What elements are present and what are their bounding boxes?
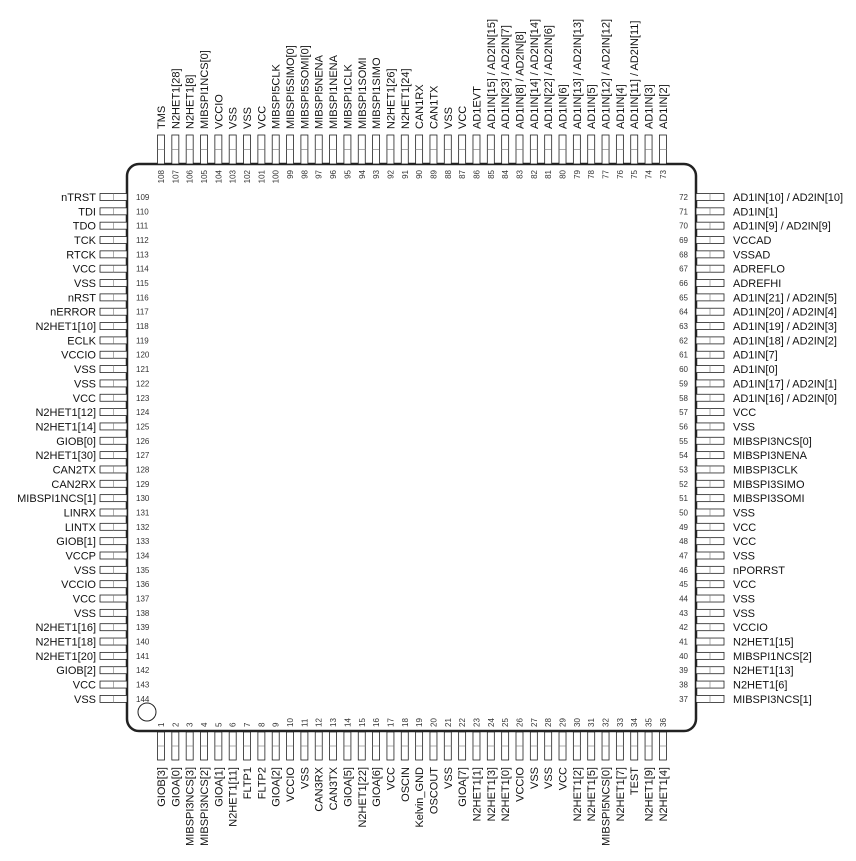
pin-label: TEST xyxy=(629,767,642,796)
pin-label: VCC xyxy=(72,392,96,405)
pin-number: 81 xyxy=(544,170,554,179)
pin-label: AD1IN[19] / AD2IN[3] xyxy=(733,321,837,334)
pin-label: VSS xyxy=(73,607,96,620)
pin-label: MIBSPI1SOMI xyxy=(356,57,369,129)
pin-number: 39 xyxy=(679,666,688,676)
pin-number: 34 xyxy=(630,718,640,727)
pin-number: 140 xyxy=(136,637,150,647)
pin-label: MIBSPI5SOMI[0] xyxy=(299,45,312,129)
pin-label: FLTP2 xyxy=(256,767,269,800)
pin-label: nERROR xyxy=(50,306,96,319)
pin-number: 27 xyxy=(529,718,539,727)
pin-number: 13 xyxy=(329,718,339,727)
pin-number: 89 xyxy=(429,170,439,179)
pin-number: 15 xyxy=(357,718,367,727)
pin-number: 19 xyxy=(415,718,425,727)
pin-number: 92 xyxy=(386,170,396,179)
pin-number: 83 xyxy=(515,170,525,179)
pin-label: MIBSPI5NCS[0] xyxy=(600,767,613,846)
pin-number: 94 xyxy=(357,170,367,179)
pin-label: AD1IN[1] xyxy=(733,206,778,219)
pin-number: 142 xyxy=(136,666,150,676)
pin-number: 36 xyxy=(658,718,668,727)
pin-number: 122 xyxy=(136,379,150,389)
pin-number: 133 xyxy=(136,537,150,547)
pin-number: 86 xyxy=(472,170,482,179)
pin-label: CAN1RX xyxy=(414,84,427,129)
pin-label: AD1IN[10] / AD2IN[10] xyxy=(733,192,844,204)
pin-label: OSCOUT xyxy=(428,767,441,815)
pin-number: 107 xyxy=(171,170,181,184)
pin-label: N2HET1[16] xyxy=(35,622,96,635)
pin-number: 38 xyxy=(679,680,688,690)
pin-label: MIBSPI1NCS[0] xyxy=(199,50,212,129)
pin-number: 115 xyxy=(136,279,149,289)
pin-number: 31 xyxy=(587,718,597,727)
pin-number: 100 xyxy=(271,170,281,184)
pin-number: 49 xyxy=(679,522,688,532)
pin-number: 80 xyxy=(558,170,568,179)
pin-number: 143 xyxy=(136,680,150,690)
pin-number: 17 xyxy=(386,718,396,727)
pin-number: 136 xyxy=(136,580,150,590)
pin-number: 78 xyxy=(587,170,597,179)
pin-number: 141 xyxy=(136,651,150,661)
pin-number: 51 xyxy=(679,494,688,504)
pin-label: N2HET1[13] xyxy=(733,665,794,678)
pin-number: 50 xyxy=(679,508,688,518)
pin-number: 102 xyxy=(243,170,253,184)
pin-label: AD1IN[5] xyxy=(586,84,599,129)
pin-label: RTCK xyxy=(66,249,96,262)
pin-number: 109 xyxy=(136,193,150,202)
pin-label: MIBSPI3NCS[3] xyxy=(184,767,197,846)
pin-number: 26 xyxy=(515,718,525,727)
pin-label: GIOA[7] xyxy=(457,767,470,807)
pin-number: 5 xyxy=(214,722,224,727)
pin-number: 53 xyxy=(679,465,688,475)
pin-number: 4 xyxy=(200,722,210,727)
pin-number: 65 xyxy=(679,293,688,303)
pin-label: AD1IN[20] / AD2IN[4] xyxy=(733,306,837,319)
pin-number: 99 xyxy=(286,170,296,179)
pin-number: 45 xyxy=(679,580,688,590)
pin-label: GIOA[2] xyxy=(270,767,283,807)
pin-label: VCC xyxy=(385,767,398,791)
pin-label: VSS xyxy=(733,593,756,606)
pin-number: 42 xyxy=(679,623,688,633)
pin-label: LINRX xyxy=(63,507,96,520)
pin-number: 11 xyxy=(300,718,310,727)
pin-label: GIOB[2] xyxy=(56,665,96,678)
pin-number: 108 xyxy=(157,170,166,184)
pin-label: N2HET1[3] xyxy=(485,767,498,822)
pin-label: N2HET1[18] xyxy=(35,636,96,649)
pin-label: VSS xyxy=(73,378,96,391)
pin-label: FLTP1 xyxy=(242,767,255,800)
pin-label: TDO xyxy=(72,220,96,233)
pin-number: 112 xyxy=(136,236,149,246)
pin-number: 59 xyxy=(679,379,688,389)
pin-number: 35 xyxy=(644,718,654,727)
pin-label: N2HET1[2] xyxy=(571,767,584,822)
pin-label: AD1IN[11] / AD2IN[11] xyxy=(629,20,642,129)
pin-label: VCCIO xyxy=(514,767,527,802)
pin-label: VCCAD xyxy=(733,235,772,248)
pin-label: N2HET1[20] xyxy=(35,650,96,663)
pin-label: VSS xyxy=(73,278,96,291)
pin-label: AD1IN[21] / AD2IN[5] xyxy=(733,292,837,305)
pin-label: VCCIO xyxy=(285,767,298,802)
pin-label: VSS xyxy=(242,106,255,129)
pin-label: VCC xyxy=(72,593,96,606)
pin-label: AD1IN[18] / AD2IN[2] xyxy=(733,335,837,348)
pin-number: 117 xyxy=(136,307,149,317)
pin-label: ADREFHI xyxy=(733,278,782,291)
pin-number: 106 xyxy=(185,170,195,184)
pin-number: 91 xyxy=(400,170,410,179)
pin-label: AD1IN[22] / AD2IN[6] xyxy=(543,25,556,129)
pin-label: TDI xyxy=(78,206,96,219)
pin-label: VSS xyxy=(733,421,756,434)
pin-number: 40 xyxy=(679,651,688,661)
pin-label: N2HET1[0] xyxy=(500,767,513,822)
pin-label: VSS xyxy=(227,106,240,129)
pin-number: 21 xyxy=(443,718,453,727)
pin-label: VSS xyxy=(442,767,455,790)
pin-label: MIBSPI3NENA xyxy=(733,450,807,463)
pin-label: N2HET1[15] xyxy=(733,636,794,649)
pin-label: AD1IN[3] xyxy=(643,84,656,129)
pin-number: 71 xyxy=(679,207,688,217)
pin-number: 47 xyxy=(679,551,688,561)
pin-number: 116 xyxy=(136,293,149,303)
pin-label: MIBSPI3NCS[1] xyxy=(733,693,812,706)
pin-label: CAN1TX xyxy=(428,85,441,129)
pin-label: MIBSPI1CLK xyxy=(342,64,355,129)
pin-label: VSS xyxy=(733,607,756,620)
pin-number: 144 xyxy=(136,694,150,704)
pin-number: 127 xyxy=(136,451,150,461)
pin-label: AD1IN[4] xyxy=(614,84,627,129)
pin-number: 55 xyxy=(679,436,688,446)
pin-label: N2HET1[9] xyxy=(643,767,656,822)
pin-label: OSCIN xyxy=(399,767,412,802)
pin-number: 113 xyxy=(136,250,149,260)
pin-label: N2HET1[14] xyxy=(35,421,96,434)
pin-number: 74 xyxy=(644,170,654,179)
pin-number: 96 xyxy=(329,170,339,179)
pin-number: 22 xyxy=(458,718,468,727)
pin-label: TMS xyxy=(156,105,168,129)
pin-number: 119 xyxy=(136,336,149,346)
pin-number: 131 xyxy=(136,508,150,518)
pin-number: 76 xyxy=(615,170,625,179)
pin-number: 123 xyxy=(136,393,150,403)
pin-number: 132 xyxy=(136,522,150,532)
pin-label: VCC xyxy=(557,767,570,791)
pin-label: AD1IN[2] xyxy=(657,84,670,129)
pin-label: N2HET1[28] xyxy=(170,68,183,129)
pin-label: VSS xyxy=(733,550,756,563)
pin-label: N2HET1[11] xyxy=(227,767,240,827)
pin-label: VCC xyxy=(733,407,757,420)
pin-number: 18 xyxy=(400,718,410,727)
pin-number: 75 xyxy=(630,170,640,179)
pin-label: N2HET1[4] xyxy=(657,767,670,822)
pin-label: AD1IN[9] / AD2IN[9] xyxy=(733,220,831,233)
pin-number: 64 xyxy=(679,307,688,317)
pin-number: 23 xyxy=(472,718,482,727)
pin-label: MIBSPI5NENA xyxy=(313,55,326,129)
pin-label: CAN3RX xyxy=(313,767,326,812)
pin-label: CAN2RX xyxy=(51,478,96,491)
pin-number: 3 xyxy=(185,722,195,727)
pin-number: 2 xyxy=(171,722,181,727)
pin-number: 69 xyxy=(679,236,688,246)
pin-label: GIOA[6] xyxy=(371,767,384,807)
pin-label: VCC xyxy=(72,679,96,692)
pin-label: ADREFLO xyxy=(733,263,785,276)
pin-label: VCCIO xyxy=(733,622,768,635)
pin-number: 24 xyxy=(486,718,496,727)
pin-label: MIBSPI1NENA xyxy=(328,55,341,129)
pin-number: 33 xyxy=(615,718,625,727)
pin-number: 72 xyxy=(679,193,688,202)
pin-number: 7 xyxy=(243,722,253,727)
pin-label: MIBSPI1NCS[1] xyxy=(17,493,96,506)
pin-label: AD1IN[13] / AD2IN[13] xyxy=(571,18,584,129)
pin-label: CAN3TX xyxy=(328,767,341,811)
pin-label: VCCIO xyxy=(61,579,96,592)
pin-label: VCC xyxy=(733,579,757,592)
pin-number: 98 xyxy=(300,170,310,179)
pin-label: VCC xyxy=(733,536,757,549)
pin-number: 20 xyxy=(429,718,439,727)
pin-number: 32 xyxy=(601,718,611,727)
pin-number: 110 xyxy=(136,207,149,217)
pin-number: 124 xyxy=(136,408,150,418)
pin-label: AD1IN[17] / AD2IN[1] xyxy=(733,378,837,391)
pin-number: 62 xyxy=(679,336,688,346)
pin-label: N2HET1[7] xyxy=(614,767,627,822)
pin-label: CAN2TX xyxy=(52,464,96,477)
pin-label: AD1IN[16] / AD2IN[0] xyxy=(733,392,837,405)
pin-number: 88 xyxy=(443,170,453,179)
pin-label: nPORRST xyxy=(733,564,785,577)
pin-label: VSS xyxy=(543,767,556,790)
pin-number: 60 xyxy=(679,365,688,375)
pin-number: 120 xyxy=(136,350,150,360)
pin-label: N2HET1[1] xyxy=(471,767,484,822)
pin-label: nTRST xyxy=(61,192,96,204)
pin-label: N2HET1[26] xyxy=(385,68,398,129)
pin-label: AD1IN[8] / AD2IN[8] xyxy=(514,31,527,129)
pin-label: N2HET1[12] xyxy=(35,407,96,420)
pin-number: 126 xyxy=(136,436,150,446)
pin-number: 129 xyxy=(136,479,150,489)
pin-number: 54 xyxy=(679,451,688,461)
pin-number: 114 xyxy=(136,264,149,274)
pin-number: 58 xyxy=(679,393,688,403)
pin-label: N2HET1[8] xyxy=(184,74,197,129)
pin-label: VSS xyxy=(442,106,455,129)
pin-number: 14 xyxy=(343,718,353,727)
pin-number: 90 xyxy=(415,170,425,179)
pin-number: 6 xyxy=(228,722,238,727)
pin-label: AD1EVT xyxy=(471,86,484,129)
pin-number: 139 xyxy=(136,623,150,633)
pin-number: 135 xyxy=(136,565,150,575)
pin-label: AD1IN[23] / AD2IN[7] xyxy=(500,25,513,129)
pin-label: MIBSPI5SIMO[0] xyxy=(285,45,298,129)
pin-label: VSS xyxy=(73,564,96,577)
pin-label: VCC xyxy=(72,263,96,276)
pin-number: 30 xyxy=(572,718,582,727)
pin-number: 77 xyxy=(601,170,611,179)
pin-number: 97 xyxy=(314,170,324,179)
pin-label: VSS xyxy=(528,767,541,790)
pin-number: 138 xyxy=(136,608,150,618)
pin-label: VSSAD xyxy=(733,249,771,262)
pin-number: 105 xyxy=(200,170,210,184)
pin-label: VCCP xyxy=(65,550,96,563)
pin-number: 29 xyxy=(558,718,568,727)
pin-number: 125 xyxy=(136,422,150,432)
pin-label: GIOA[0] xyxy=(170,767,183,807)
pin-label: MIBSPI3SIMO xyxy=(733,478,805,491)
pin-label: VCC xyxy=(733,521,757,534)
pin-number: 56 xyxy=(679,422,688,432)
pin-number: 130 xyxy=(136,494,150,504)
pin-label: GIOB[3] xyxy=(156,767,168,807)
pin-number: 101 xyxy=(257,170,267,184)
pin-label: GIOA[5] xyxy=(342,767,355,807)
pin-label: MIBSPI3SOMI xyxy=(733,493,805,506)
pin-label: GIOA[1] xyxy=(213,767,226,807)
pin-label: VSS xyxy=(733,507,756,520)
pin-number: 103 xyxy=(228,170,238,184)
pin-label: VSS xyxy=(299,767,312,790)
pin-number: 95 xyxy=(343,170,353,179)
pin-number: 66 xyxy=(679,279,688,289)
pin-label: MIBSPI5CLK xyxy=(270,64,283,129)
pin-number: 111 xyxy=(136,221,149,231)
pin-label: N2HET1[22] xyxy=(356,767,369,828)
pin-label: AD1IN[7] xyxy=(733,349,778,362)
pin-label: LINTX xyxy=(64,521,96,534)
pin-number: 37 xyxy=(679,694,688,704)
pin-number: 121 xyxy=(136,365,150,375)
pin-number: 68 xyxy=(679,250,688,260)
pin-label: GIOB[1] xyxy=(56,536,96,549)
pin-label: MIBSPI3NCS[0] xyxy=(733,435,812,448)
pin-number: 61 xyxy=(679,350,688,360)
pin-number: 79 xyxy=(572,170,582,179)
pin-number: 52 xyxy=(679,479,688,489)
pin-label: VCC xyxy=(457,105,470,129)
pin-number: 9 xyxy=(271,722,281,727)
pin-label: AD1IN[12] / AD2IN[12] xyxy=(600,18,613,129)
pin-label: Kelvin_GND xyxy=(414,767,427,828)
pin-number: 128 xyxy=(136,465,150,475)
pin-number: 93 xyxy=(372,170,382,179)
pin-number: 16 xyxy=(372,718,382,727)
pin-label: N2HET1[10] xyxy=(35,321,96,334)
chip-body xyxy=(127,164,696,731)
pin-label: MIBSPI3NCS[2] xyxy=(199,767,212,846)
pin-number: 104 xyxy=(214,170,224,184)
pin-number: 10 xyxy=(286,718,296,727)
pin-label: N2HET1[6] xyxy=(733,679,788,692)
pin-number: 46 xyxy=(679,565,688,575)
pin-number: 73 xyxy=(658,170,668,179)
pin-label: VCC xyxy=(256,105,269,129)
pin-label: MIBSPI3CLK xyxy=(733,464,798,477)
pin-label: AD1IN[0] xyxy=(733,364,778,377)
pin-label: VCCIO xyxy=(61,349,96,362)
pin-number: 82 xyxy=(529,170,539,179)
pin-number: 137 xyxy=(136,594,150,604)
pin-label: AD1IN[15] / AD2IN[15] xyxy=(485,18,498,129)
pin-number: 134 xyxy=(136,551,150,561)
pin-number: 87 xyxy=(458,170,468,179)
pin-label: N2HET1[30] xyxy=(35,450,96,463)
pin-number: 25 xyxy=(501,718,511,727)
pin-number: 70 xyxy=(679,221,688,231)
pin-label: GIOB[0] xyxy=(56,435,96,448)
pin-number: 44 xyxy=(679,594,688,604)
pin-number: 85 xyxy=(486,170,496,179)
pin-number: 84 xyxy=(501,170,511,179)
pin-number: 1 xyxy=(157,722,166,727)
pin-number: 8 xyxy=(257,722,267,727)
pin-label: ECLK xyxy=(67,335,96,348)
pin-number: 43 xyxy=(679,608,688,618)
pin-label: VSS xyxy=(73,364,96,377)
pin-label: VSS xyxy=(73,693,96,706)
pin-label: AD1IN[6] xyxy=(557,84,570,129)
pin-number: 48 xyxy=(679,537,688,547)
pin-number: 118 xyxy=(136,322,149,332)
pin-label: nRST xyxy=(67,292,96,305)
pin-label: TCK xyxy=(74,235,96,248)
pin-label: N2HET1[5] xyxy=(586,767,599,822)
pin-number: 63 xyxy=(679,322,688,332)
pin-label: MIBSPI1SIMO xyxy=(371,57,384,129)
pin-number: 57 xyxy=(679,408,688,418)
pin-number: 41 xyxy=(679,637,688,647)
pin-label: AD1IN[14] / AD2IN[14] xyxy=(528,18,541,129)
pin-label: MIBSPI1NCS[2] xyxy=(733,650,812,663)
pin-number: 67 xyxy=(679,264,688,274)
pin-label: N2HET1[24] xyxy=(399,68,412,129)
pin-number: 12 xyxy=(314,718,324,727)
pin-label: VCCIO xyxy=(213,94,226,129)
pin-number: 28 xyxy=(544,718,554,727)
